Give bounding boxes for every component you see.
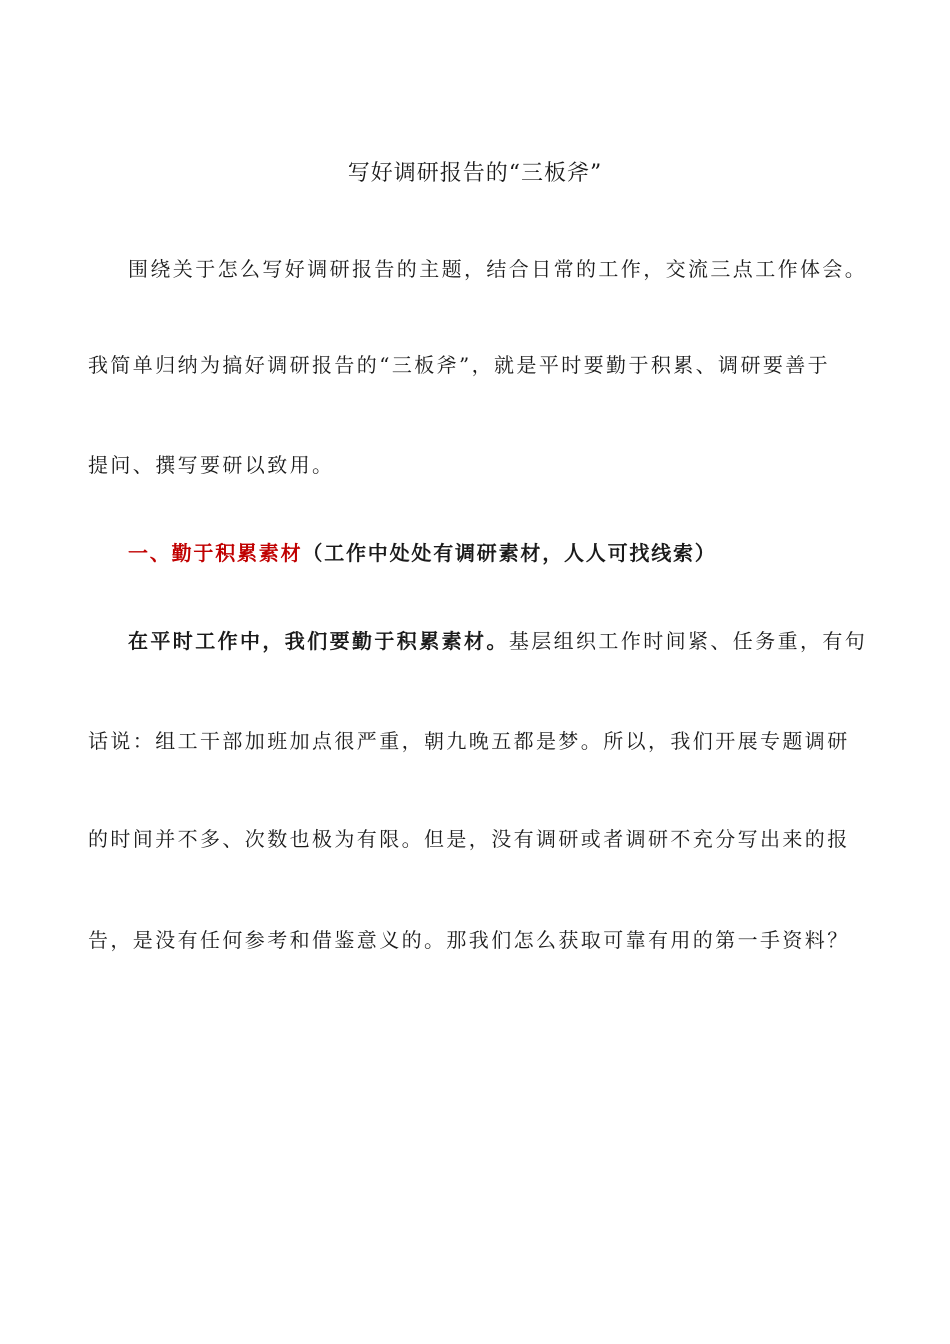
paragraph-line-3: 的时间并不多、次数也极为有限。但是，没有调研或者调研不充分写出来的报 [88,827,850,851]
intro-line-3: 提问、撰写要研以致用。 [88,453,335,477]
paragraph-lead: 在平时工作中，我们要勤于积累素材。 [128,629,509,653]
intro-line-1: 围绕关于怎么写好调研报告的主题，结合日常的工作，交流三点工作体会。 [128,257,868,281]
section-heading-title: 一、勤于积累素材 [128,541,303,565]
paragraph-line-2: 话说：组工干部加班加点很严重，朝九晚五都是梦。所以，我们开展专题调研 [88,729,850,753]
document-title: 写好调研报告的“三板斧” [347,161,603,186]
paragraph-line-1 [128,626,918,656]
paragraph-line-4: 告，是没有任何参考和借鉴意义的。那我们怎么获取可靠有用的第一手资料？ [88,928,850,952]
section-heading [128,538,918,568]
paragraph-line-1-rest: 基层组织工作时间紧、任务重，有句 [508,629,868,653]
section-heading-subtitle: （工作中处处有调研素材，人人可找线索） [302,541,717,565]
intro-line-2: 我简单归纳为搞好调研报告的“三板斧”，就是平时要勤于积累、调研要善于 [88,353,831,377]
